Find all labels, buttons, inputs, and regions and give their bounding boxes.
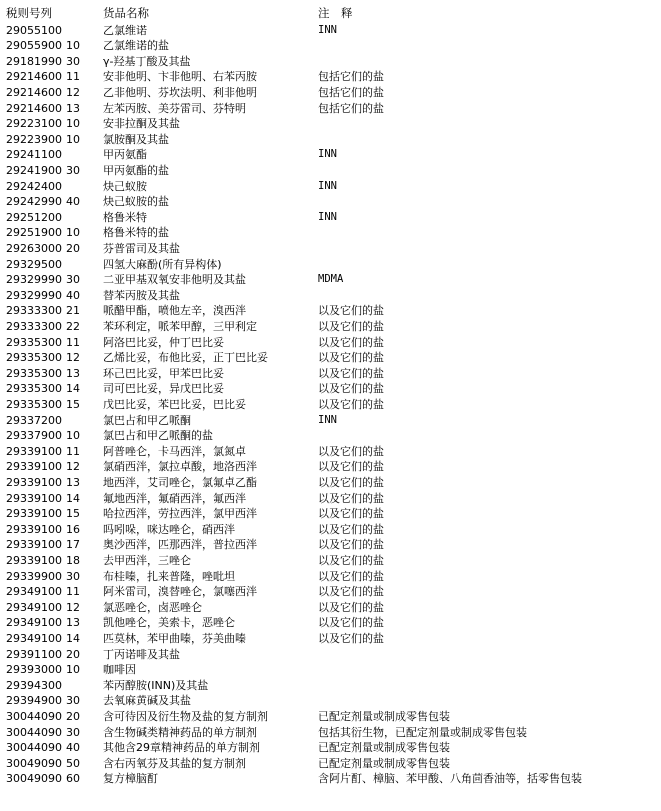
table-row — [0, 85, 661, 101]
table-row — [0, 272, 661, 288]
note: 以及它们的盐 — [318, 538, 384, 552]
tariff-code: 30044090 — [6, 741, 62, 755]
goods-name: 氯巴占和甲乙哌酮 — [103, 413, 191, 427]
table-row — [0, 553, 661, 569]
goods-name: 阿米雷司，溴替唑仑，氯噻西泮 — [103, 585, 257, 599]
goods-name: 含生物碱类精神药品的单方制剂 — [103, 725, 257, 739]
tariff-code: 29337200 — [6, 413, 62, 427]
note: INN — [318, 148, 337, 161]
sub-code: 12 — [66, 600, 80, 614]
table-row — [0, 678, 661, 694]
tariff-code: 29394300 — [6, 678, 62, 692]
goods-name: 苯环利定，哌苯甲醇，三甲利定 — [103, 319, 257, 333]
sub-code: 20 — [66, 241, 80, 255]
note: 以及它们的盐 — [318, 475, 384, 489]
sub-code: 60 — [66, 772, 80, 786]
table-row — [0, 54, 661, 70]
goods-name: 去甲西泮，三唑仑 — [103, 553, 191, 567]
sub-code: 11 — [66, 444, 80, 458]
goods-name: 乙氯维诺 — [103, 23, 147, 37]
note: 包括它们的盐 — [318, 85, 384, 99]
table-row — [0, 366, 661, 382]
tariff-code: 29393000 — [6, 663, 62, 677]
tariff-code: 29335300 — [6, 335, 62, 349]
table-row — [0, 132, 661, 148]
tariff-code: 29241900 — [6, 163, 62, 177]
table-row — [0, 38, 661, 54]
note: 以及它们的盐 — [318, 569, 384, 583]
note: 以及它们的盐 — [318, 491, 384, 505]
tariff-code: 29214600 — [6, 101, 62, 115]
tariff-code: 29349100 — [6, 585, 62, 599]
note: 以及它们的盐 — [318, 335, 384, 349]
sub-code: 16 — [66, 522, 80, 536]
goods-name: 地西泮，艾司唑仑，氯氟卓乙酯 — [103, 475, 257, 489]
tariff-code: 29349100 — [6, 616, 62, 630]
tariff-code: 30049090 — [6, 772, 62, 786]
table-row — [0, 491, 661, 507]
goods-name: 氯胺酮及其盐 — [103, 132, 169, 146]
tariff-code: 29241100 — [6, 148, 62, 162]
header-note: 注 释 — [318, 6, 353, 20]
note: 以及它们的盐 — [318, 600, 384, 614]
tariff-code: 30044090 — [6, 725, 62, 739]
note: 含阿片酊、樟脑、苯甲酸、八角茴香油等，括零售包装 — [318, 772, 582, 786]
note: INN — [318, 413, 337, 426]
sub-code: 11 — [66, 585, 80, 599]
sub-code: 10 — [66, 226, 80, 240]
table-row — [0, 303, 661, 319]
goods-name: 复方樟脑酊 — [103, 772, 158, 786]
sub-code: 30 — [66, 163, 80, 177]
table-row — [0, 771, 661, 787]
note: 包括它们的盐 — [318, 101, 384, 115]
table-row — [0, 147, 661, 163]
goods-name: 戊巴比妥，苯巴比妥，巴比妥 — [103, 397, 246, 411]
sub-code: 10 — [66, 132, 80, 146]
table-row — [0, 210, 661, 226]
goods-name: 阿普唑仑，卡马西泮，氯氮卓 — [103, 444, 246, 458]
table-row — [0, 241, 661, 257]
sub-code: 14 — [66, 491, 80, 505]
goods-name: 左苯丙胺、美芬雷司、芬特明 — [103, 101, 246, 115]
tariff-code: 29055100 — [6, 23, 62, 37]
header-code: 税则号列 — [6, 6, 52, 20]
table-row — [0, 584, 661, 600]
goods-name: 氯硝西泮，氯拉卓酸，地洛西泮 — [103, 460, 257, 474]
note: INN — [318, 179, 337, 192]
tariff-code: 29339100 — [6, 444, 62, 458]
note: 以及它们的盐 — [318, 319, 384, 333]
table-row — [0, 335, 661, 351]
goods-name: 乙非他明、芬坎法明、利非他明 — [103, 85, 257, 99]
tariff-code: 29181990 — [6, 54, 62, 68]
tariff-code: 29339100 — [6, 475, 62, 489]
sub-code: 20 — [66, 709, 80, 723]
goods-name: 乙氯维诺的盐 — [103, 39, 169, 53]
tariff-code: 29337900 — [6, 429, 62, 443]
sub-code: 14 — [66, 382, 80, 396]
sub-code: 10 — [66, 39, 80, 53]
sub-code: 30 — [66, 694, 80, 708]
table-row — [0, 600, 661, 616]
tariff-code: 30049090 — [6, 756, 62, 770]
note: 已配定剂量或制成零售包装 — [318, 709, 450, 723]
goods-name: 去氧麻黄碱及其盐 — [103, 694, 191, 708]
table-row — [0, 194, 661, 210]
tariff-code: 29339100 — [6, 460, 62, 474]
note: INN — [318, 210, 337, 223]
goods-name: 吗吲哚，咪达唑仑，硝西泮 — [103, 522, 235, 536]
table-row — [0, 69, 661, 85]
table-row — [0, 740, 661, 756]
note: 以及它们的盐 — [318, 507, 384, 521]
table-row — [0, 631, 661, 647]
note: 以及它们的盐 — [318, 397, 384, 411]
note: MDMA — [318, 273, 344, 286]
table-row — [0, 522, 661, 538]
sub-code: 13 — [66, 101, 80, 115]
table-row — [0, 506, 661, 522]
goods-name: 炔己蚁胺 — [103, 179, 147, 193]
tariff-code: 29335300 — [6, 382, 62, 396]
tariff-code: 29223100 — [6, 117, 62, 131]
tariff-code: 29339100 — [6, 507, 62, 521]
sub-code: 13 — [66, 475, 80, 489]
tariff-code: 29242990 — [6, 195, 62, 209]
sub-code: 21 — [66, 304, 80, 318]
goods-name: 阿洛巴比妥，仲丁巴比妥 — [103, 335, 224, 349]
goods-name: 氯巴占和甲乙哌酮的盐 — [103, 429, 213, 443]
sub-code: 50 — [66, 756, 80, 770]
sub-code: 30 — [66, 725, 80, 739]
tariff-code: 29251200 — [6, 210, 62, 224]
table-row — [0, 319, 661, 335]
table-row — [0, 569, 661, 585]
sub-code: 15 — [66, 397, 80, 411]
goods-name: 哌醋甲酯，喷他左辛，溴西泮 — [103, 304, 246, 318]
sub-code: 22 — [66, 319, 80, 333]
goods-name: 环己巴比妥，甲苯巴比妥 — [103, 366, 224, 380]
note: 包括它们的盐 — [318, 70, 384, 84]
tariff-code: 29263000 — [6, 241, 62, 255]
tariff-code: 29339100 — [6, 522, 62, 536]
table-row — [0, 381, 661, 397]
sub-code: 10 — [66, 663, 80, 677]
table-row — [0, 756, 661, 772]
sub-code: 30 — [66, 569, 80, 583]
note: 以及它们的盐 — [318, 460, 384, 474]
tariff-code: 29335300 — [6, 351, 62, 365]
sub-code: 12 — [66, 351, 80, 365]
sub-code: 11 — [66, 335, 80, 349]
note: 以及它们的盐 — [318, 444, 384, 458]
tariff-code: 29339100 — [6, 538, 62, 552]
tariff-code: 29333300 — [6, 304, 62, 318]
tariff-code: 29339100 — [6, 553, 62, 567]
sub-code: 13 — [66, 616, 80, 630]
goods-name: 替苯丙胺及其盐 — [103, 288, 180, 302]
table-row — [0, 693, 661, 709]
table-row — [0, 257, 661, 273]
goods-name: 氯恶唑仑，卤恶唑仑 — [103, 600, 202, 614]
goods-name: 甲丙氨酯的盐 — [103, 163, 169, 177]
sub-code: 13 — [66, 366, 80, 380]
goods-name: 苯丙醇胺(INN)及其盐 — [103, 678, 209, 692]
goods-name: γ-羟基丁酸及其盐 — [103, 54, 191, 68]
sub-code: 12 — [66, 460, 80, 474]
table-row — [0, 163, 661, 179]
note: 以及它们的盐 — [318, 382, 384, 396]
table-row — [0, 116, 661, 132]
goods-name: 凯他唑仑，美索卡，恶唑仑 — [103, 616, 235, 630]
sub-code: 14 — [66, 631, 80, 645]
goods-name: 芬普雷司及其盐 — [103, 241, 180, 255]
tariff-code: 30044090 — [6, 709, 62, 723]
goods-name: 氟地西泮，氟硝西泮，氟西泮 — [103, 491, 246, 505]
table-row — [0, 725, 661, 741]
sub-code: 40 — [66, 288, 80, 302]
table-row — [0, 709, 661, 725]
goods-name: 格鲁米特的盐 — [103, 226, 169, 240]
table-row — [0, 350, 661, 366]
tariff-code: 29055900 — [6, 39, 62, 53]
sub-code: 17 — [66, 538, 80, 552]
goods-name: 甲丙氨酯 — [103, 148, 147, 162]
sub-code: 30 — [66, 273, 80, 287]
table-row — [0, 179, 661, 195]
tariff-code: 29333300 — [6, 319, 62, 333]
sub-code: 30 — [66, 54, 80, 68]
header-name: 货品名称 — [103, 6, 149, 20]
note: 已配定剂量或制成零售包装 — [318, 756, 450, 770]
table-row — [0, 23, 661, 39]
table-row — [0, 397, 661, 413]
note: 以及它们的盐 — [318, 631, 384, 645]
goods-name: 丁丙诺啡及其盐 — [103, 647, 180, 661]
goods-name: 匹莫林，苯甲曲嗪，芬美曲嗪 — [103, 631, 246, 645]
note: 包括其衍生物，已配定剂量或制成零售包装 — [318, 725, 527, 739]
table-row — [0, 537, 661, 553]
table-row — [0, 475, 661, 491]
tariff-code: 29223900 — [6, 132, 62, 146]
goods-name: 哈拉西泮，劳拉西泮，氯甲西泮 — [103, 507, 257, 521]
goods-name: 炔己蚁胺的盐 — [103, 195, 169, 209]
tariff-code: 29329990 — [6, 288, 62, 302]
note: 以及它们的盐 — [318, 304, 384, 318]
note: 以及它们的盐 — [318, 585, 384, 599]
tariff-code: 29242400 — [6, 179, 62, 193]
sub-code: 10 — [66, 117, 80, 131]
note: 以及它们的盐 — [318, 366, 384, 380]
tariff-code: 29214600 — [6, 70, 62, 84]
note: 以及它们的盐 — [318, 522, 384, 536]
note: 已配定剂量或制成零售包装 — [318, 741, 450, 755]
sub-code: 12 — [66, 85, 80, 99]
tariff-code: 29251900 — [6, 226, 62, 240]
sub-code: 15 — [66, 507, 80, 521]
goods-name: 四氢大麻酚(所有异构体) — [103, 257, 222, 271]
goods-name: 含可待因及衍生物及盐的复方制剂 — [103, 709, 268, 723]
sub-code: 40 — [66, 741, 80, 755]
goods-name: 奥沙西泮，匹那西泮，普拉西泮 — [103, 538, 257, 552]
goods-name: 其他含29章精神药品的单方制剂 — [103, 741, 260, 755]
table-row — [0, 615, 661, 631]
goods-name: 二亚甲基双氧安非他明及其盐 — [103, 273, 246, 287]
goods-name: 安非他明、卞非他明、右苯丙胺 — [103, 70, 257, 84]
tariff-code: 29394900 — [6, 694, 62, 708]
tariff-code: 29335300 — [6, 397, 62, 411]
table-row — [0, 225, 661, 241]
sub-code: 40 — [66, 195, 80, 209]
table-row — [0, 101, 661, 117]
table-row — [0, 647, 661, 663]
goods-name: 咖啡因 — [103, 663, 136, 677]
tariff-code: 29214600 — [6, 85, 62, 99]
goods-name: 布桂嗪，扎来普隆，唑吡坦 — [103, 569, 235, 583]
tariff-code: 29391100 — [6, 647, 62, 661]
note: 以及它们的盐 — [318, 616, 384, 630]
table-row — [0, 444, 661, 460]
tariff-code: 29349100 — [6, 631, 62, 645]
sub-code: 10 — [66, 429, 80, 443]
goods-name: 乙烯比妥，布他比妥，正丁巴比妥 — [103, 351, 268, 365]
goods-name: 司可巴比妥，异戊巴比妥 — [103, 382, 224, 396]
note: 以及它们的盐 — [318, 351, 384, 365]
table-header — [0, 6, 661, 22]
sub-code: 20 — [66, 647, 80, 661]
goods-name: 格鲁米特 — [103, 210, 147, 224]
tariff-code: 29349100 — [6, 600, 62, 614]
goods-name: 安非拉酮及其盐 — [103, 117, 180, 131]
table-row — [0, 413, 661, 429]
tariff-code: 29329990 — [6, 273, 62, 287]
table-row — [0, 459, 661, 475]
tariff-code: 29339900 — [6, 569, 62, 583]
sub-code: 18 — [66, 553, 80, 567]
table-row — [0, 662, 661, 678]
table-row — [0, 428, 661, 444]
note: INN — [318, 23, 337, 36]
tariff-code: 29329500 — [6, 257, 62, 271]
goods-name: 含右丙氧芬及其盐的复方制剂 — [103, 756, 246, 770]
tariff-code: 29339100 — [6, 491, 62, 505]
tariff-code: 29335300 — [6, 366, 62, 380]
note: 以及它们的盐 — [318, 553, 384, 567]
table-row — [0, 288, 661, 304]
sub-code: 11 — [66, 70, 80, 84]
